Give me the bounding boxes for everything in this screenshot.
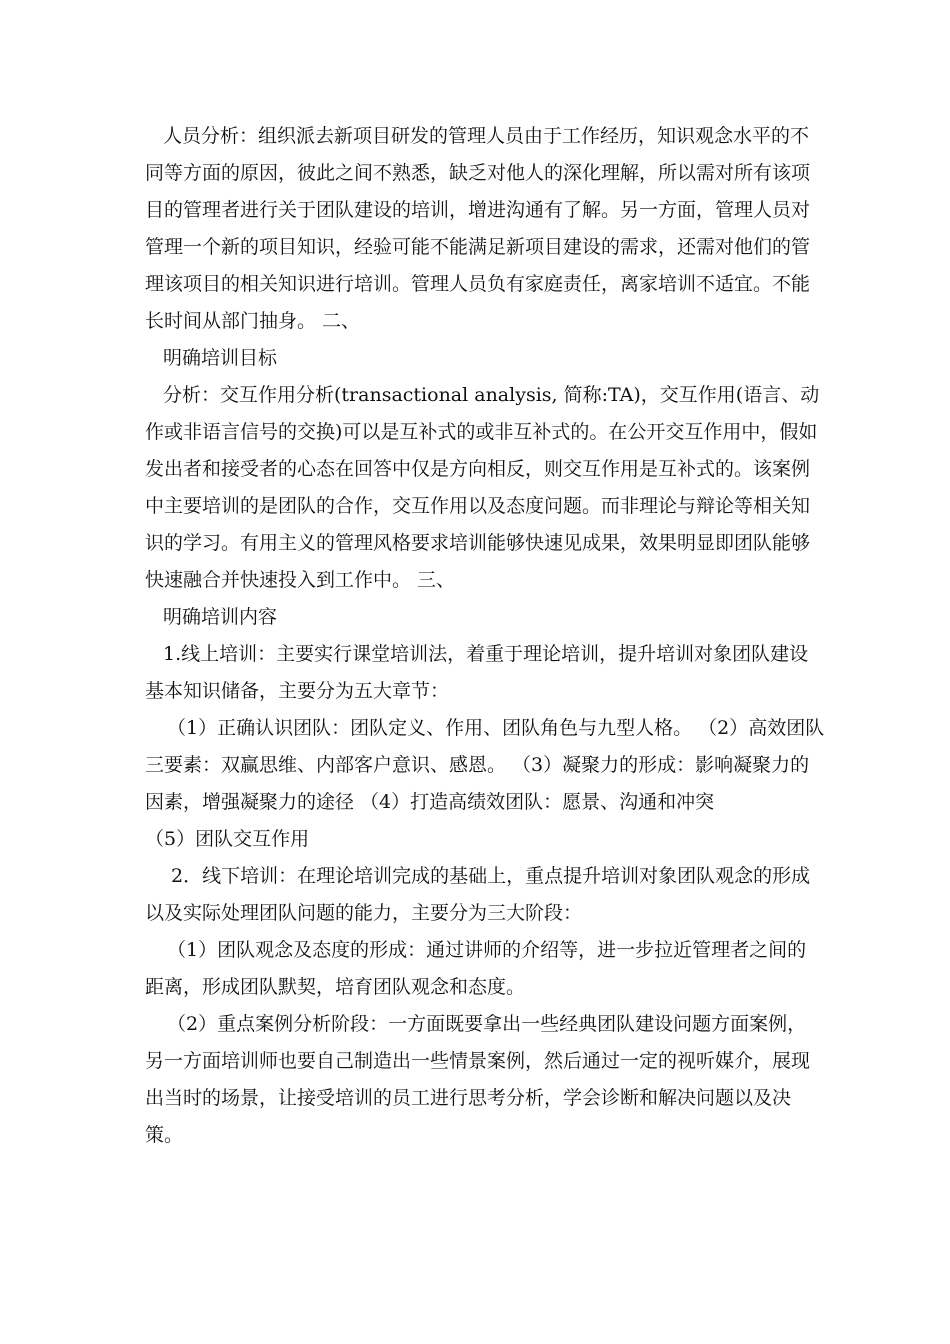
paragraph-ta-analysis: 分析：交互作用分析(transactional analysis, 简称:TA)，交互作用(语言、动作或非语言信号的交换)可以是互补式的或非互补式的。在公开交互作用中，假如发出者和接受者的心态在回答中仅是方向相反，则交互作用是互补式的。该案例中主要培训的是团队的合作，交互作用以及态度问题。而非理论与辩论等相关知识的学习。有用主义的管理风格要求培训能够快速见成果，效果明显即团队能够快速融合并快速投入到工作中。 三、: [145, 384, 820, 591]
paragraph-chapter-five: （5）团队交互作用: [145, 828, 310, 850]
paragraph-stage-one: （1）团队观念及态度的形成：通过讲师的介绍等，进一步拉近管理者之间的距离，形成团队默契，培育团队观念和态度。: [145, 939, 807, 998]
paragraph-online-training: 1.线上培训：主要实行课堂培训法，着重于理论培训，提升培训对象团队建设基本知识储备，主要分为五大章节：: [145, 643, 809, 702]
paragraph-online-chapters: （1）正确认识团队：团队定义、作用、团队角色与九型人格。 （2）高效团队三要素：双赢思维、内部客户意识、感恩。 （3）凝聚力的形成：影响凝聚力的因素，增强凝聚力的途径 （4）打造高绩效团队：愿景、沟通和冲突: [145, 717, 825, 813]
heading-training-content: 明确培训内容: [163, 606, 278, 628]
document-body: [145, 118, 825, 1154]
paragraph-stage-two: （2）重点案例分析阶段：一方面既要拿出一些经典团队建设问题方面案例，另一方面培训师也要自己制造出一些情景案例，然后通过一定的视听媒介，展现出当时的场景，让接受培训的员工进行思考分析，学会诊断和解决问题以及决策。: [145, 1013, 811, 1146]
paragraph-personnel-analysis: 人员分析：组织派去新项目研发的管理人员由于工作经历，知识观念水平的不同等方面的原因，彼此之间不熟悉，缺乏对他人的深化理解，所以需对所有该项目的管理者进行关于团队建设的培训，增进沟通有了解。另一方面，管理人员对管理一个新的项目知识，经验可能不能满足新项目建设的需求，还需对他们的管理该项目的相关知识进行培训。管理人员负有家庭责任，离家培训不适宜。不能长时间从部门抽身。 二、: [145, 125, 811, 332]
heading-training-goals: 明确培训目标: [163, 347, 278, 369]
paragraph-offline-training: 2．线下培训：在理论培训完成的基础上，重点提升培训对象团队观念的形成以及实际处理团队问题的能力，主要分为三大阶段：: [145, 865, 811, 924]
